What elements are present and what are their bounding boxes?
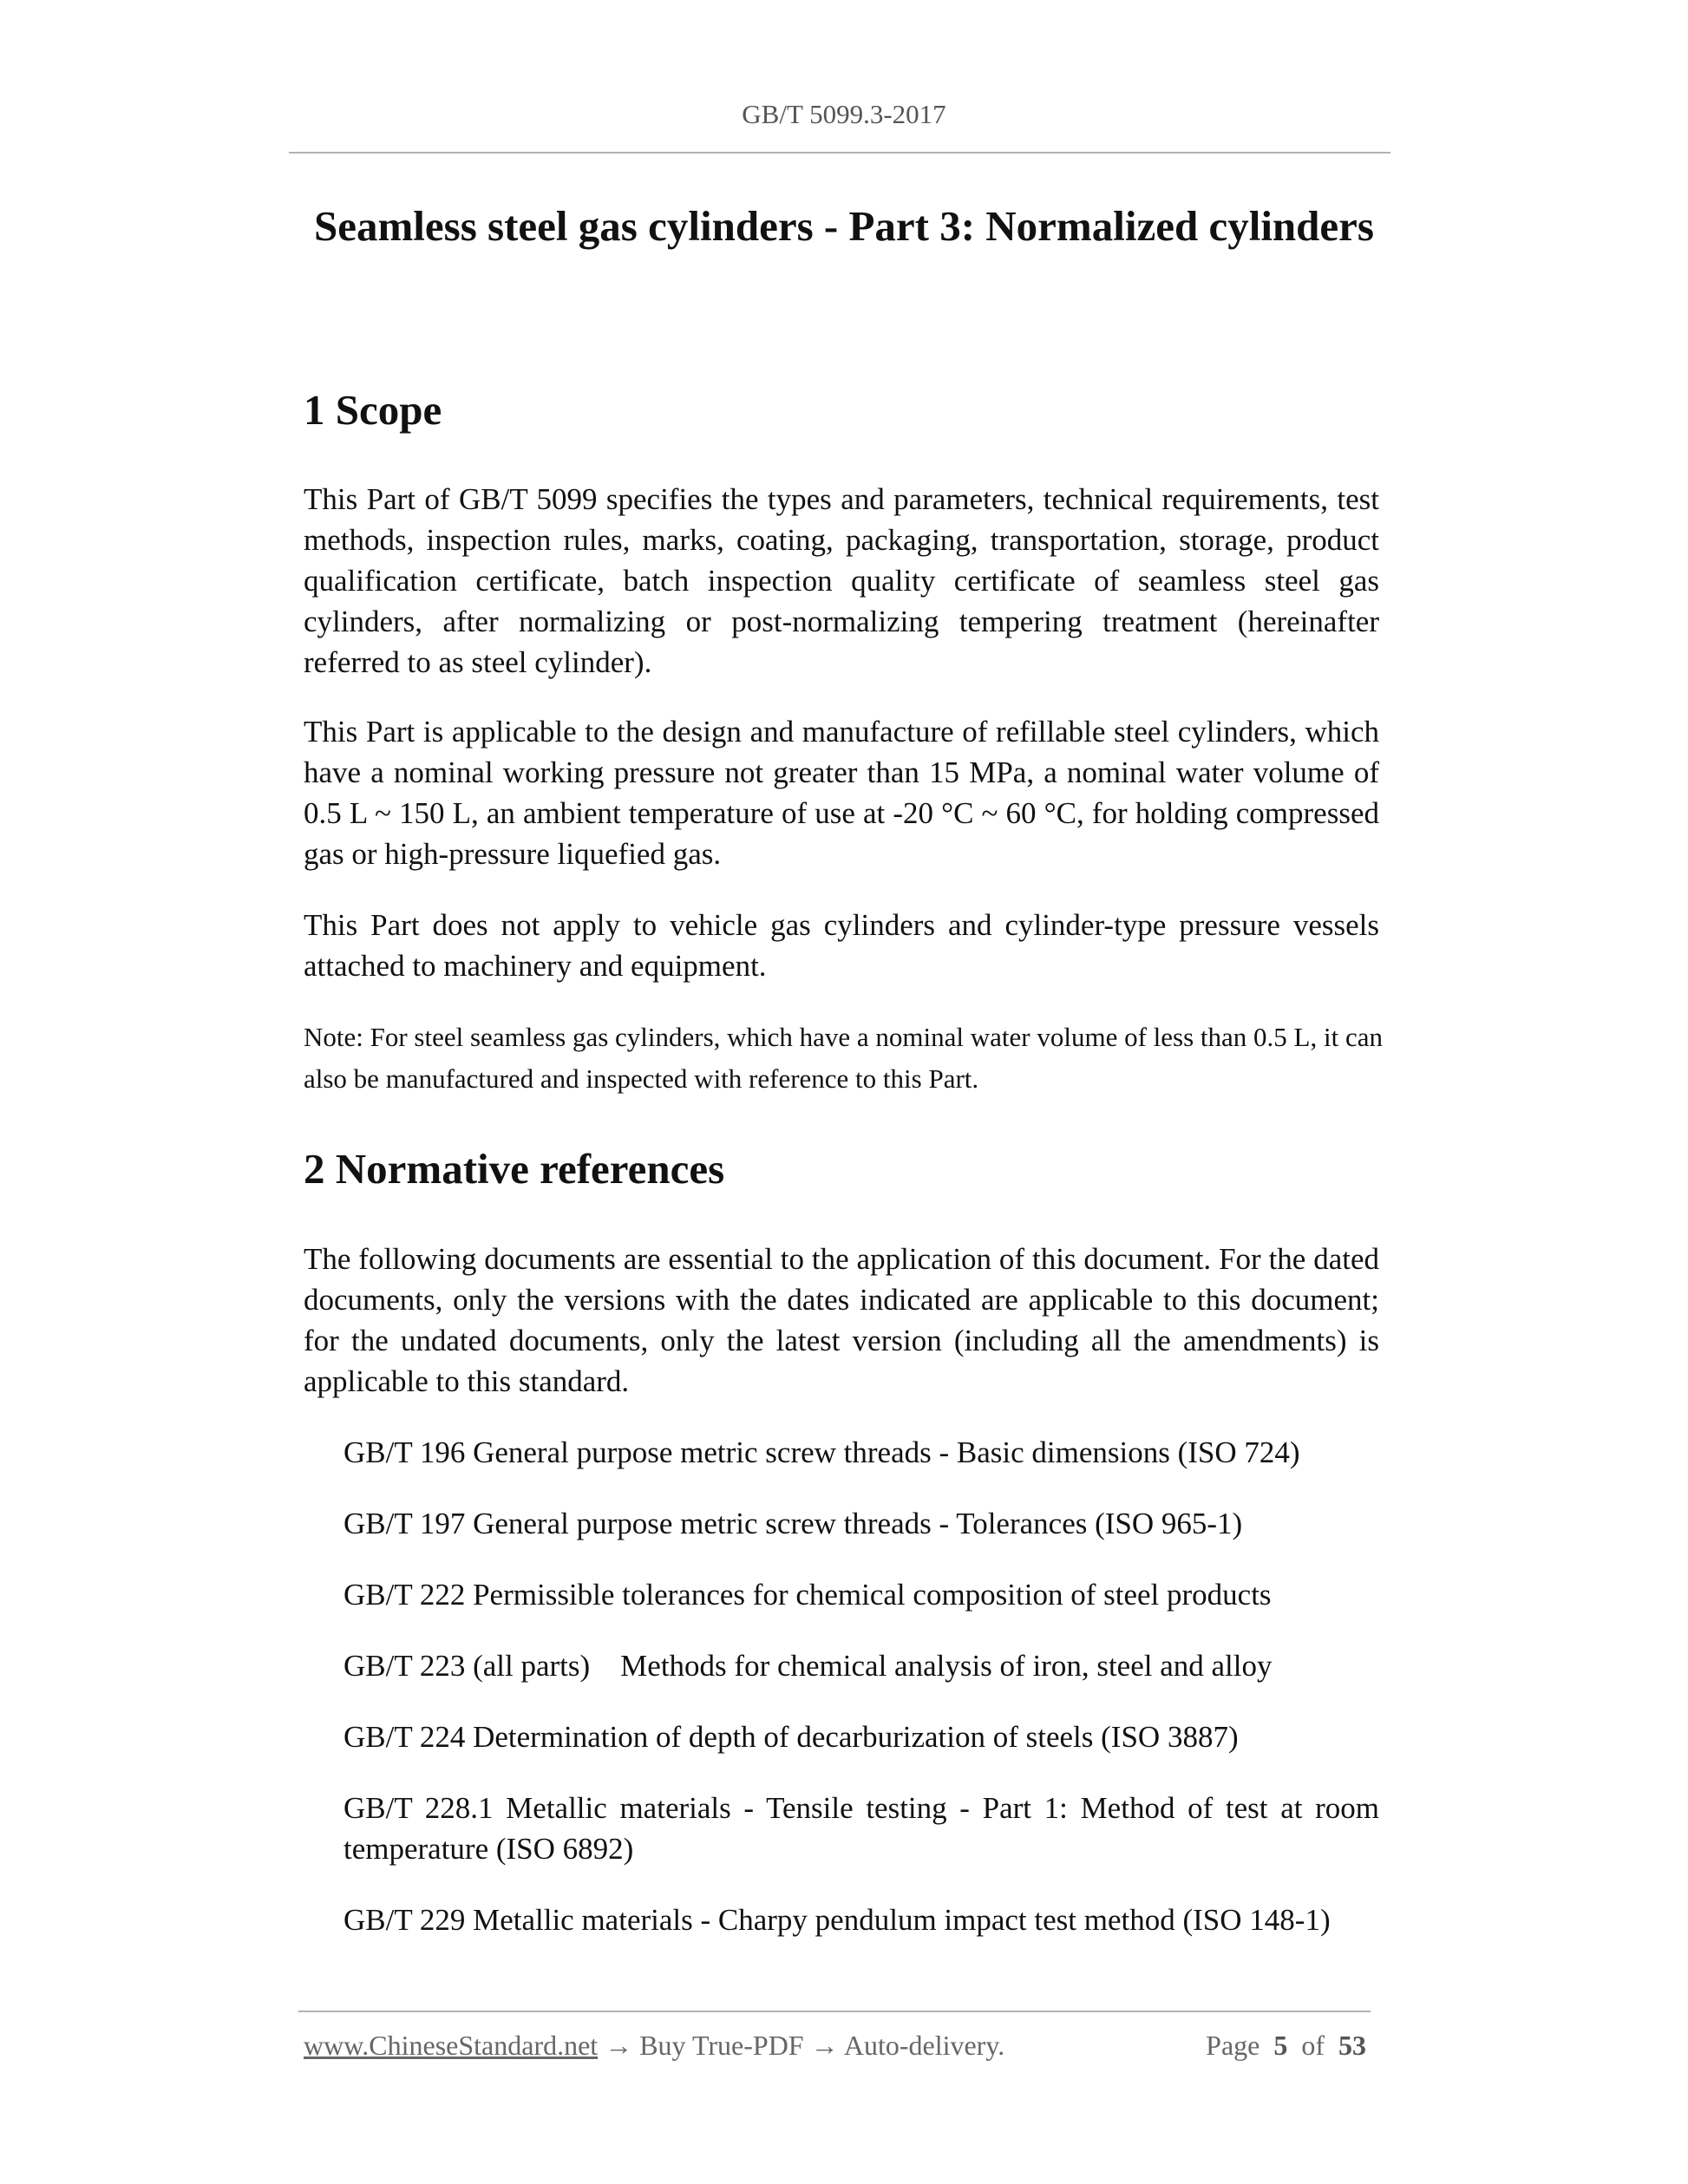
reference-item: GB/T 228.1 Metallic materials - Tensile testing - Part 1: Method of test at room temperature (ISO 6892) [343,1791,1379,1866]
references-intro: The following documents are essential to the application of this document. For the dated documents, only the versions with the dates indicated are applicable to this document; for the undated documents, only the latest version (including all the amendments) is applicable to this standard. [304,1242,1379,1398]
reference-item: GB/T 197 General purpose metric screw threads - Tolerances (ISO 965-1) [343,1507,1243,1540]
scope-paragraph-2: This Part is applicable to the design and manufacture of refillable steel cylinders, which have a nominal working pressure not greater than 15 MPa, a nominal water volume of 0.5 L ~ 150 L, an ambient temperature of use at -20 °C ~ 60 °C, for holding compressed gas or high-pressure liquefied gas. [304,715,1379,871]
website-link[interactable]: www.ChineseStandard.net [304,2030,599,2061]
page-indicator [1206,2030,1366,2062]
reference-item: GB/T 196 General purpose metric screw threads - Basic dimensions (ISO 724) [343,1435,1300,1469]
scope-paragraph-3: This Part does not apply to vehicle gas cylinders and cylinder-type pressure vessels attached to machinery and equipment. [304,908,1379,983]
header-rule [289,152,1390,154]
reference-item: GB/T 223 (all parts) Methods for chemical analysis of iron, steel and alloy [343,1649,1273,1683]
section-2-heading: 2 Normative references [304,1145,725,1193]
of-label: of [1301,2030,1325,2061]
section-1-heading: 1 Scope [304,386,442,434]
reference-item: GB/T 222 Permissible tolerances for chemical composition of steel products [343,1578,1272,1612]
page-label: Page [1206,2030,1260,2061]
header-doc-id: GB/T 5099.3-2017 [742,99,946,129]
footer-rule [298,2011,1371,2012]
reference-item: GB/T 229 Metallic materials - Charpy pendulum impact test method (ISO 148-1) [343,1903,1331,1937]
scope-paragraph-1: This Part of GB/T 5099 specifies the types and parameters, technical requirements, test methods, inspection rules, marks, coating, packaging, transportation, storage, product qualification certificate, batch inspection quality certificate of seamless steel gas cylinders, after normalizing or post-normalizing tempering treatment (hereinafter referred to as steel cylinder). [304,482,1379,679]
scope-note: Note: For steel seamless gas cylinders, which have a nominal water volume of less than 0.5 L, it can also be manufactured and inspected with reference to this Part. [304,1022,1383,1094]
reference-item: GB/T 224 Determination of depth of decarburization of steels (ISO 3887) [343,1720,1239,1754]
page-current: 5 [1273,2030,1288,2061]
page-total: 53 [1338,2030,1366,2061]
document-title: Seamless steel gas cylinders - Part 3: Normalized cylinders [313,202,1375,250]
footer [304,2030,1366,2062]
footer-tagline: → Buy True-PDF → Auto-delivery. [598,2030,1005,2061]
